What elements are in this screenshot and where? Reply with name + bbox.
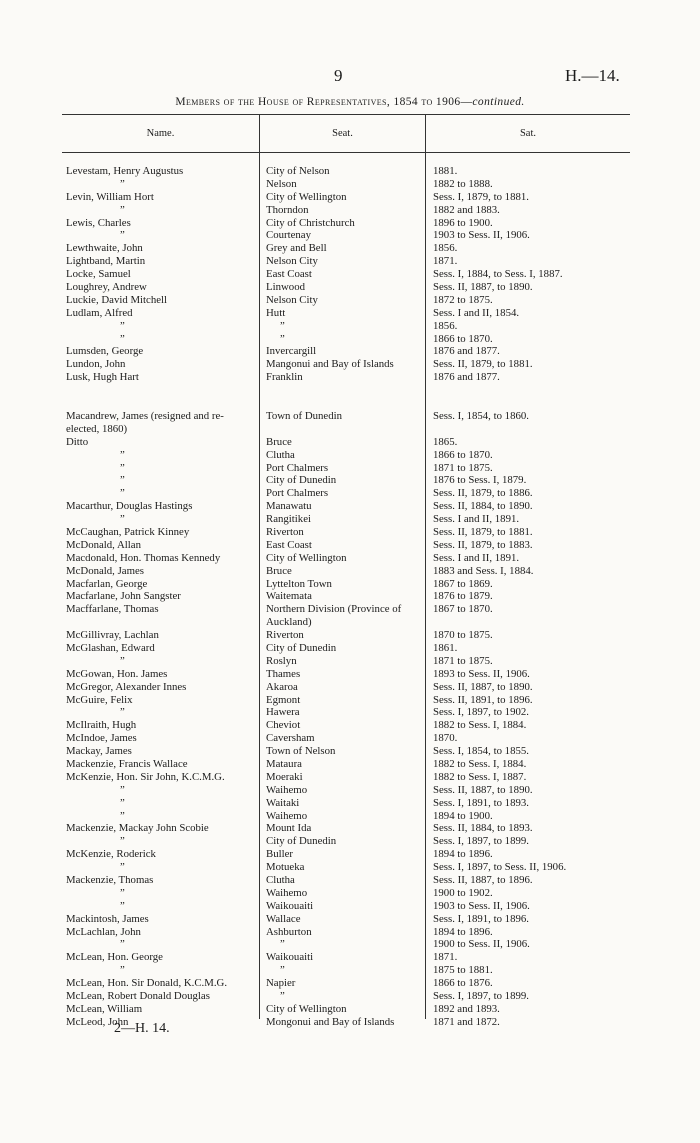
- table-row: [0, 938, 700, 951]
- table-row: [0, 848, 700, 861]
- member-name: ”: [120, 513, 125, 526]
- member-name: McLean, Robert Donald Douglas: [66, 990, 210, 1003]
- member-name: Mackenzie, Francis Wallace: [66, 758, 188, 771]
- member-sat: Sess. I, 1891, to 1896.: [433, 912, 529, 925]
- member-seat: Moeraki: [266, 770, 303, 783]
- member-name: ”: [120, 886, 125, 899]
- member-sat: Sess. I and II, 1891.: [433, 513, 520, 526]
- member-seat: City of Dunedin: [266, 642, 337, 654]
- member-sat: 1892 and 1893.: [433, 1002, 500, 1015]
- member-sat: Sess. I, 1897, to Sess. II, 1906.: [433, 861, 567, 874]
- table-row: [0, 758, 700, 771]
- member-name: ”: [120, 809, 125, 822]
- member-name: McIndoe, James: [66, 732, 137, 745]
- member-name: ”: [120, 706, 125, 719]
- member-name: McLeod, John: [66, 1015, 129, 1028]
- table-row: [0, 436, 700, 449]
- member-sat: 1896 to 1900.: [433, 216, 493, 229]
- members-table: [0, 165, 700, 1029]
- member-name: McGlashan, Edward: [66, 642, 155, 654]
- member-sat: 1882 and 1883.: [433, 203, 500, 216]
- member-seat: City of Nelson: [266, 165, 330, 177]
- member-seat: Northern Division (Province of Auckland): [266, 603, 402, 629]
- member-name: McGregor, Alexander Innes: [66, 680, 187, 693]
- member-name: ”: [120, 332, 125, 345]
- table-row: [0, 345, 700, 358]
- member-name: ”: [120, 796, 125, 809]
- member-sat: 1866 to 1876.: [433, 977, 493, 990]
- table-row: [0, 706, 700, 719]
- member-sat: Sess. I, 1879, to 1881.: [433, 190, 529, 203]
- member-sat: Sess. II, 1887, to 1890.: [433, 680, 533, 693]
- title-text: Members of the House of Representatives, 1854 to 1906: [175, 96, 461, 108]
- member-name: ”: [120, 319, 125, 332]
- member-name: ”: [120, 899, 125, 912]
- member-name: ”: [120, 229, 125, 242]
- member-seat: Wallace: [266, 912, 301, 925]
- member-sat: 1883 and Sess. I, 1884.: [433, 564, 534, 577]
- member-sat: 1876 to 1879.: [433, 590, 493, 603]
- table-top-rule: [62, 114, 630, 115]
- member-name: ”: [120, 835, 125, 848]
- table-row: [0, 410, 700, 436]
- table-row: [0, 500, 700, 513]
- member-name: Ludlam, Alfred: [66, 306, 133, 319]
- member-sat: Sess. II, 1891, to 1896.: [433, 693, 533, 706]
- table-row: [0, 358, 700, 371]
- member-seat: Lyttelton Town: [266, 577, 332, 590]
- table-row: [0, 1003, 700, 1016]
- member-seat: Invercargill: [266, 345, 317, 358]
- member-name: ”: [120, 654, 125, 667]
- table-row: [0, 719, 700, 732]
- page-title: Members of the House of Representatives, 1854 to 1906—continued.: [175, 96, 525, 108]
- member-name: Lumsden, George: [66, 345, 144, 358]
- table-row: [0, 745, 700, 758]
- member-seat: ”: [280, 990, 285, 1003]
- member-seat: ”: [280, 332, 285, 345]
- member-sat: Sess. II, 1879, to 1881.: [433, 358, 533, 371]
- member-seat: Bruce: [266, 435, 292, 448]
- member-name: Mackay, James: [66, 745, 132, 758]
- member-name: Macfarlan, George: [66, 577, 148, 590]
- table-row: [0, 603, 700, 629]
- table-row: [0, 165, 700, 178]
- member-seat: Waikouaiti: [266, 951, 314, 964]
- member-seat: Manawatu: [266, 500, 312, 513]
- member-seat: Clutha: [266, 448, 295, 461]
- member-seat: Nelson City: [266, 293, 318, 306]
- member-seat: Hawera: [266, 706, 300, 719]
- member-sat: Sess. I, 1854, to 1855.: [433, 745, 529, 758]
- table-row: [0, 874, 700, 887]
- member-sat: Sess. I, 1897, to 1899.: [433, 990, 529, 1003]
- member-name: Lusk, Hugh Hart: [66, 371, 139, 384]
- member-seat: Mataura: [266, 758, 302, 771]
- member-name: Mackintosh, James: [66, 912, 149, 925]
- member-sat: 1856.: [433, 242, 458, 255]
- member-name: Macfarlane, John Sangster: [66, 590, 181, 603]
- table-row: [0, 771, 700, 784]
- document-reference: H.—14.: [565, 66, 620, 85]
- member-sat: Sess. II, 1879, to 1883.: [433, 538, 533, 551]
- table-row: [0, 590, 700, 603]
- table-row: [0, 578, 700, 591]
- member-sat: 1867 to 1870.: [433, 603, 493, 616]
- member-sat: 1876 and 1877.: [433, 371, 500, 384]
- member-sat: Sess. I and II, 1891.: [433, 551, 520, 564]
- member-sat: 1870.: [433, 732, 458, 745]
- table-row: [0, 784, 700, 797]
- member-sat: 1867 to 1869.: [433, 577, 493, 590]
- column-header-name: Name.: [146, 128, 175, 139]
- member-name: McGillivray, Lachlan: [66, 629, 159, 642]
- table-row: [0, 977, 700, 990]
- member-seat: Waitemata: [266, 590, 312, 603]
- member-seat: City of Christchurch: [266, 216, 355, 229]
- table-row: [0, 900, 700, 913]
- member-seat: City of Wellington: [266, 551, 347, 564]
- table-row: [0, 887, 700, 900]
- table-row: [0, 861, 700, 874]
- member-sat: Sess. I, 1897, to 1899.: [433, 835, 529, 848]
- table-row: [0, 822, 700, 835]
- member-seat: East Coast: [266, 538, 312, 551]
- member-seat: City of Dunedin: [266, 474, 337, 487]
- table-row: [0, 552, 700, 565]
- member-sat: Sess. I, 1897, to 1902.: [433, 706, 529, 719]
- member-sat: 1871.: [433, 951, 458, 964]
- member-sat: Sess. II, 1887, to 1896.: [433, 874, 533, 887]
- table-row: [0, 539, 700, 552]
- table-row: [0, 797, 700, 810]
- header-bottom-rule: [62, 152, 630, 153]
- member-seat: Riverton: [266, 525, 304, 538]
- member-seat: Napier: [266, 977, 296, 990]
- member-seat: Hutt: [266, 306, 286, 319]
- table-row: [0, 333, 700, 346]
- member-seat: ”: [280, 964, 285, 977]
- member-seat: Mangonui and Bay of Islands: [266, 358, 394, 371]
- member-seat: Waihemo: [266, 886, 308, 899]
- member-seat: ”: [280, 938, 285, 951]
- member-name: Mackenzie, Thomas: [66, 874, 154, 887]
- member-name: McGowan, Hon. James: [66, 667, 168, 680]
- member-name: McGuire, Felix: [66, 693, 133, 706]
- member-sat: Sess. I, 1854, to 1860.: [433, 409, 529, 422]
- member-name: Macandrew, James (resigned and re-elected, 1860): [66, 409, 224, 435]
- table-row: [0, 513, 700, 526]
- member-seat: Thorndon: [266, 203, 309, 216]
- table-row: [0, 926, 700, 939]
- member-seat: Cheviot: [266, 719, 301, 732]
- member-seat: Riverton: [266, 629, 304, 642]
- signature-mark: 2—H. 14.: [114, 1021, 170, 1036]
- member-seat: Linwood: [266, 281, 305, 294]
- member-sat: 1900 to Sess. II, 1906.: [433, 938, 530, 951]
- member-name: Loughrey, Andrew: [66, 281, 147, 294]
- member-name: Lightband, Martin: [66, 255, 146, 268]
- member-seat: Franklin: [266, 371, 303, 384]
- member-name: McDonald, James: [66, 564, 144, 577]
- member-sat: 1865.: [433, 435, 458, 448]
- member-seat: Akaroa: [266, 680, 298, 693]
- member-name: ”: [120, 474, 125, 487]
- member-sat: 1876 and 1877.: [433, 345, 500, 358]
- member-seat: Ashburton: [266, 925, 312, 938]
- member-sat: 1876 to Sess. I, 1879.: [433, 474, 527, 487]
- member-sat: Sess. II, 1884, to 1890.: [433, 500, 533, 513]
- member-seat: Waihemo: [266, 809, 308, 822]
- member-name: McDonald, Allan: [66, 538, 141, 551]
- member-name: ”: [120, 177, 125, 190]
- member-sat: Sess. II, 1887, to 1890.: [433, 783, 533, 796]
- column-header-seat: Seat.: [332, 128, 353, 139]
- member-name: Levin, William Hort: [66, 190, 154, 203]
- table-row: [0, 655, 700, 668]
- member-sat: Sess. I, 1884, to Sess. I, 1887.: [433, 268, 563, 281]
- member-seat: City of Wellington: [266, 1002, 347, 1015]
- member-sat: 1894 to 1896.: [433, 848, 493, 861]
- member-name: ”: [120, 487, 125, 500]
- member-name: ”: [120, 964, 125, 977]
- member-name: Macdonald, Hon. Thomas Kennedy: [66, 551, 221, 564]
- member-sat: 1893 to Sess. II, 1906.: [433, 667, 530, 680]
- member-seat: Courtenay: [266, 229, 311, 242]
- member-sat: 1894 to 1896.: [433, 925, 493, 938]
- table-row: [0, 204, 700, 217]
- table-row: [0, 178, 700, 191]
- table-row: [0, 835, 700, 848]
- member-name: ”: [120, 461, 125, 474]
- table-row: [0, 242, 700, 255]
- member-seat: Bruce: [266, 564, 292, 577]
- member-seat: Nelson: [266, 177, 297, 190]
- table-row: [0, 1016, 700, 1029]
- table-row: [0, 229, 700, 242]
- member-name: McCaughan, Patrick Kinney: [66, 525, 190, 538]
- member-sat: 1900 to 1902.: [433, 886, 493, 899]
- member-name: McLean, Hon. Sir Donald, K.C.M.G.: [66, 977, 228, 990]
- table-row: [0, 990, 700, 1003]
- member-sat: 1866 to 1870.: [433, 332, 493, 345]
- member-sat: 1871 to 1875.: [433, 654, 493, 667]
- member-sat: 1882 to Sess. I, 1887.: [433, 770, 527, 783]
- member-seat: Mount Ida: [266, 822, 312, 835]
- member-seat: Town of Dunedin: [266, 409, 343, 422]
- member-seat: Town of Nelson: [266, 745, 336, 758]
- member-seat: Mongonui and Bay of Islands: [266, 1015, 395, 1028]
- member-name: Mackenzie, Mackay John Scobie: [66, 822, 209, 835]
- member-sat: 1866 to 1870.: [433, 448, 493, 461]
- member-seat: Waihemo: [266, 783, 308, 796]
- member-name: Macffarlane, Thomas: [66, 603, 159, 616]
- member-sat: 1882 to Sess. I, 1884.: [433, 719, 527, 732]
- table-row: [0, 642, 700, 655]
- member-name: ”: [120, 448, 125, 461]
- member-name: McIlraith, Hugh: [66, 719, 137, 732]
- table-row: [0, 320, 700, 333]
- table-row: [0, 268, 700, 281]
- member-seat: City of Dunedin: [266, 835, 337, 848]
- table-row: [0, 191, 700, 204]
- table-row: [0, 487, 700, 500]
- member-name: Lundon, John: [66, 358, 126, 371]
- member-seat: Grey and Bell: [266, 242, 327, 255]
- member-name: Ditto: [66, 435, 89, 448]
- member-seat: Caversham: [266, 732, 315, 745]
- member-sat: 1856.: [433, 319, 458, 332]
- member-name: Luckie, David Mitchell: [66, 293, 168, 306]
- table-row: [0, 681, 700, 694]
- member-sat: 1875 to 1881.: [433, 964, 493, 977]
- member-sat: 1871 to 1875.: [433, 461, 493, 474]
- table-row: [0, 565, 700, 578]
- member-name: Macarthur, Douglas Hastings: [66, 500, 193, 513]
- member-name: McLean, Hon. George: [66, 951, 163, 964]
- member-name: Levestam, Henry Augustus: [66, 165, 184, 177]
- table-row: [0, 474, 700, 487]
- table-row: [0, 732, 700, 745]
- member-seat: Waikouaiti: [266, 899, 314, 912]
- table-row: [0, 281, 700, 294]
- member-name: Lewthwaite, John: [66, 242, 143, 255]
- member-seat: City of Wellington: [266, 190, 347, 203]
- member-seat: Buller: [266, 848, 293, 861]
- member-sat: 1882 to Sess. I, 1884.: [433, 758, 527, 771]
- table-row: [0, 371, 700, 384]
- table-row: [0, 462, 700, 475]
- member-sat: Sess. I and II, 1854.: [433, 306, 520, 319]
- member-sat: Sess. I, 1891, to 1893.: [433, 796, 529, 809]
- member-sat: 1872 to 1875.: [433, 293, 493, 306]
- page-number: 9: [334, 66, 343, 85]
- member-name: ”: [120, 783, 125, 796]
- table-row: [0, 951, 700, 964]
- table-row: [0, 449, 700, 462]
- member-name: McKenzie, Roderick: [66, 848, 156, 861]
- table-row: [0, 307, 700, 320]
- member-sat: Sess. II, 1884, to 1893.: [433, 822, 533, 835]
- member-sat: Sess. II, 1887, to 1890.: [433, 281, 533, 294]
- table-row: [0, 629, 700, 642]
- table-row: [0, 255, 700, 268]
- member-sat: 1882 to 1888.: [433, 177, 493, 190]
- title-continued: continued.: [472, 96, 525, 108]
- member-sat: 1861.: [433, 642, 458, 654]
- member-seat: Port Chalmers: [266, 487, 329, 500]
- member-name: Lewis, Charles: [66, 216, 131, 229]
- member-name: Locke, Samuel: [66, 268, 131, 281]
- member-sat: Sess. II, 1879, to 1881.: [433, 525, 533, 538]
- table-row: [0, 913, 700, 926]
- member-seat: Egmont: [266, 693, 301, 706]
- table-row: [0, 810, 700, 823]
- member-sat: 1871 and 1872.: [433, 1015, 500, 1028]
- member-sat: 1894 to 1900.: [433, 809, 493, 822]
- member-seat: Waitaki: [266, 796, 300, 809]
- table-row: [0, 294, 700, 307]
- member-sat: 1881.: [433, 165, 458, 177]
- member-sat: 1903 to Sess. II, 1906.: [433, 229, 530, 242]
- member-sat: 1870 to 1875.: [433, 629, 493, 642]
- table-row: [0, 668, 700, 681]
- member-name: ”: [120, 861, 125, 874]
- member-name: ”: [120, 203, 125, 216]
- member-seat: Roslyn: [266, 654, 297, 667]
- member-name: McLean, William: [66, 1002, 143, 1015]
- member-name: McLachlan, John: [66, 925, 141, 938]
- table-row: [0, 964, 700, 977]
- member-sat: 1871.: [433, 255, 458, 268]
- member-seat: Motueka: [266, 861, 305, 874]
- table-row: [0, 526, 700, 539]
- table-row: [0, 217, 700, 230]
- member-seat: Thames: [266, 667, 301, 680]
- member-sat: Sess. II, 1879, to 1886.: [433, 487, 533, 500]
- member-name: McKenzie, Hon. Sir John, K.C.M.G.: [66, 770, 225, 783]
- member-seat: Port Chalmers: [266, 461, 329, 474]
- member-seat: Clutha: [266, 874, 295, 887]
- member-seat: ”: [280, 319, 285, 332]
- member-seat: Rangitikei: [266, 513, 311, 526]
- member-seat: Nelson City: [266, 255, 318, 268]
- table-row: [0, 384, 700, 410]
- member-seat: East Coast: [266, 268, 312, 281]
- member-sat: 1903 to Sess. II, 1906.: [433, 899, 530, 912]
- column-header-sat: Sat.: [519, 128, 537, 139]
- member-name: ”: [120, 938, 125, 951]
- table-row: [0, 694, 700, 707]
